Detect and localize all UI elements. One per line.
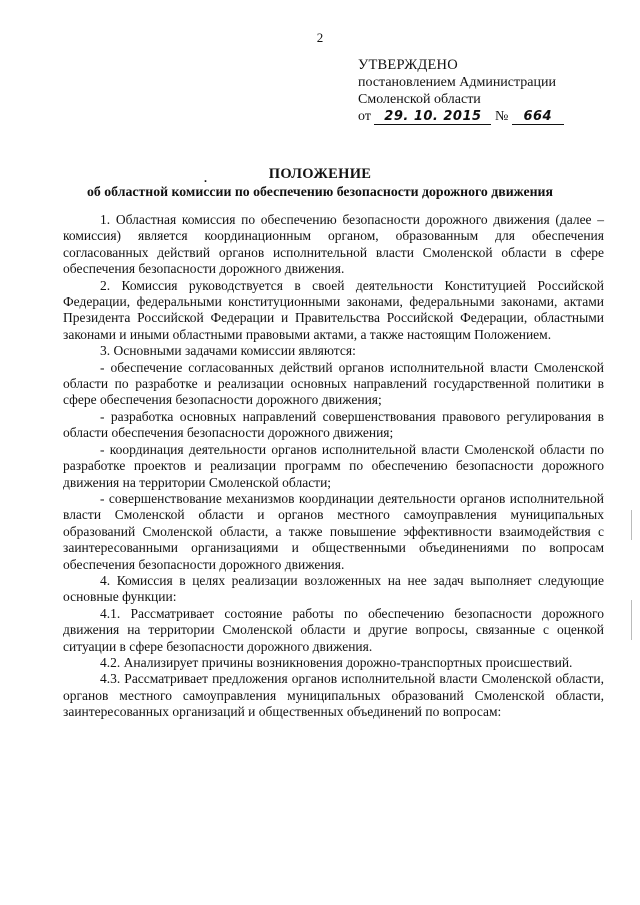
page-number: 2 [316,30,324,45]
scan-artifact [631,600,632,640]
approval-date-line [358,108,608,125]
document-body [63,212,604,721]
approval-line-2: Смоленской области [358,92,481,107]
stray-dot: . [204,171,207,185]
document-title [0,165,640,201]
paragraph: 2. Комиссия руководствуется в своей деятельности Конституцией Российской Федерации, федеральными конституционными законами, федеральными законами, актами Президента Российской Федерации и Правительства Российской Федерации, областными законами и иными областными правовыми актами, а также настоящим Положением. [63,277,604,342]
title-heading: ПОЛОЖЕНИЕ [268,166,372,182]
paragraph: - разработка основных направлений совершенствования правового регулирования в области обеспечения безопасности дорожного движения; [63,408,604,441]
scan-artifact [631,510,632,540]
paragraph: 4.3. Рассматривает предложения органов исполнительной власти Смоленской области, органов местного самоуправления муниципальных образований Смоленской области, заинтересованных организаций и общественных объединений по вопросам: [63,671,604,720]
handwritten-number: 664 [512,110,564,125]
approval-heading: УТВЕРЖДЕНО [358,57,458,73]
handwritten-date: 29. 10. 2015 [374,110,491,125]
paragraph: 4.2. Анализирует причины возникновения дорожно-транспортных происшествий. [100,654,573,670]
paragraph: 3. Основными задачами комиссии являются: [100,343,356,359]
approval-block [358,57,608,125]
paragraph: 1. Областная комиссия по обеспечению безопасности дорожного движения (далее – комиссия) является координационным органом, образованным для обеспечения согласованных действий органов исполнительной власти Смоленской области в сфере обеспечения безопасности дорожного движения. [63,212,604,277]
number-label: № [494,109,509,124]
paragraph: - обеспечение согласованных действий органов исполнительной власти Смоленской области по разработке и реализации основных направлений государственной политики в сфере обеспечения безопасности дорожного движения; [63,359,604,408]
paragraph: - координация деятельности органов исполнительной власти Смоленской области по разработке проектов и реализации программ по обеспечению безопасности дорожного движения на территории Смоленской области; [63,441,604,490]
approval-line-1: постановлением Администрации [358,75,556,90]
from-label: от [358,109,371,124]
paragraph: 4.1. Рассматривает состояние работы по обеспечению безопасности дорожного движения на территории Смоленской области и другие вопросы, связанные с оценкой ситуации в сфере безопасности дорожного движения. [63,605,604,654]
paragraph: - совершенствование механизмов координации деятельности органов исполнительной власти Смоленской области и органов местного самоуправления муниципальных образований Смоленской области, а также повышение эффективности взаимодействия с заинтересованными организациями и общественными объединениями по вопросам обеспечения безопасности дорожного движения. [63,490,604,572]
paragraph: 4. Комиссия в целях реализации возложенных на нее задач выполняет следующие основные функции: [63,572,604,605]
title-subheading: об областной комиссии по обеспечению безопасности дорожного движения [87,184,553,199]
